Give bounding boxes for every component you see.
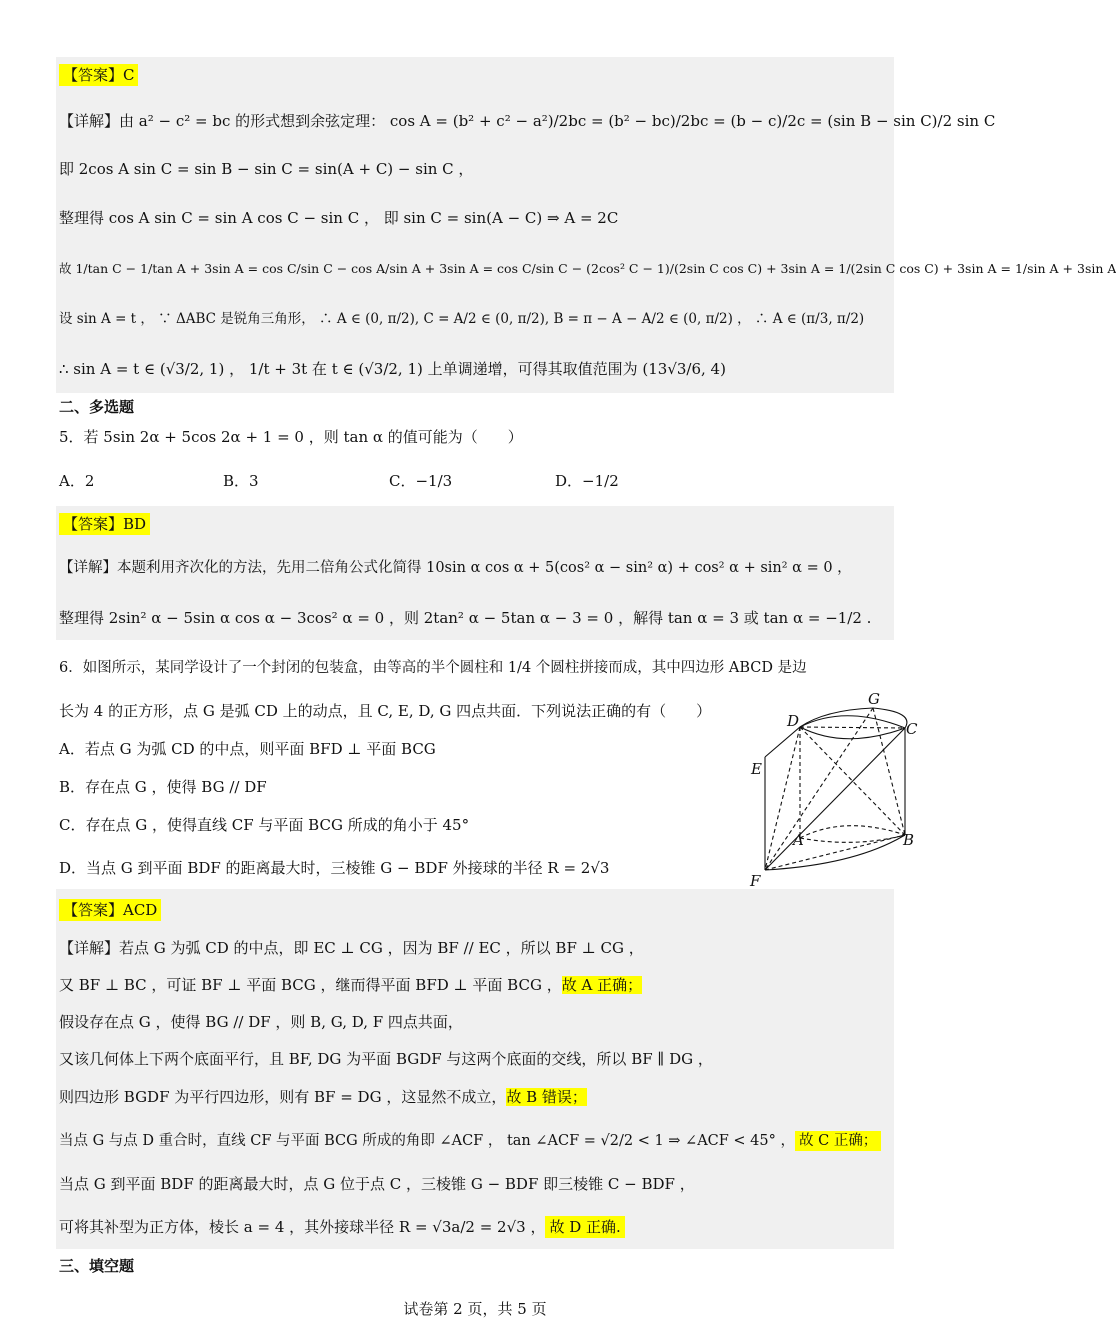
q5-stem: 5．若 5sin 2α + 5cos 2α + 1 = 0 ，则 tan α 的值可能为（ ） [59, 428, 523, 446]
q4-line-1: 【详解】由 a² − c² = bc 的形式想到余弦定理： cos A = (b² + c² − a²)/2bc = (b² − bc)/2bc = (b − c)/2c = (sin B − sin C)/2 sin C [59, 112, 996, 130]
label-a: A [793, 831, 804, 849]
highlight-d: 故 D 正确. [545, 1216, 624, 1238]
q6-option-a: A．若点 G 为弧 CD 的中点，则平面 BFD ⊥ 平面 BCG [59, 740, 436, 758]
q4-answer: 【答案】C [59, 64, 138, 86]
q6-stem-2: 长为 4 的正方形，点 G 是弧 CD 上的动点，且 C, E, D, G 四点共面．下列说法正确的有（ ） [59, 702, 712, 720]
label-d: D [787, 712, 800, 730]
q6-line-8: 可将其补型为正方体，棱长 a = 4 ，其外接球半径 R = √3a/2 = 2√3 ， 故 D 正确. [59, 1216, 625, 1238]
q4-line-4: 故 1/tan C − 1/tan A + 3sin A = cos C/sin C − cos A/sin A + 3sin A = cos C/sin C − (2cos² C − 1)/(2sin C cos C) + 3sin A = 1/(2sin C cos C) + 3sin A = 1/sin A + 3sin A [59, 261, 1116, 276]
label-c: C [906, 720, 918, 738]
q6-line-6: 当点 G 与点 D 重合时，直线 CF 与平面 BCG 所成的角即 ∠ACF ， tan ∠ACF = √2/2 < 1 ⇒ ∠ACF < 45° ， 故 C 正确； [59, 1130, 881, 1152]
q4-line-5: 设 sin A = t ， ∵ ΔABC 是锐角三角形， ∴ A ∈ (0, π/2), C = A/2 ∈ (0, π/2), B = π − A − A/2 ∈ (0, π/2) ， ∴ A ∈ (π/3, π/2) [59, 311, 865, 327]
q4-line-3: 整理得 cos A sin C = sin A cos C − sin C ， 即 sin C = sin(A − C) ⇒ A = 2C [59, 209, 619, 227]
q5-answer: 【答案】BD [59, 513, 150, 535]
q6-option-d: D．当点 G 到平面 BDF 的距离最大时，三棱锥 G − BDF 外接球的半径 R = 2√3 [59, 859, 610, 877]
q6-line-4: 又该几何体上下两个底面平行，且 BF, DG 为平面 BGDF 与这两个底面的交线，所以 BF ∥ DG ， [59, 1050, 713, 1068]
label-g: G [868, 690, 880, 708]
q5-option-c: C．−1/3 [389, 472, 453, 490]
q6-line-2: 又 BF ⊥ BC ，可证 BF ⊥ 平面 BCG ，继而得平面 BFD ⊥ 平面 BCG ，故 A 正确； [59, 976, 643, 994]
q5-line-1: 【详解】本题利用齐次化的方法，先用二倍角公式化简得 10sin α cos α + 5(cos² α − sin² α) + cos² α + sin² α = 0 ， [59, 560, 852, 576]
label-f: F [750, 872, 761, 890]
section-title-fill-blank: 三、填空题 [59, 1257, 135, 1275]
highlight-b: 故 B 错误； [506, 1088, 587, 1106]
q6-line-5: 则四边形 BGDF 为平行四边形，则有 BF = DG ，这显然不成立，故 B 错误； [59, 1088, 587, 1106]
label-b: B [903, 831, 915, 849]
q6-line-1: 【详解】若点 G 为弧 CD 的中点，即 EC ⊥ CG ，因为 BF // EC ，所以 BF ⊥ CG ， [59, 939, 644, 957]
q6-answer: 【答案】ACD [59, 899, 161, 921]
q6-line-3: 假设存在点 G ，使得 BG // DF ，则 B, G, D, F 四点共面， [59, 1013, 463, 1031]
q6-option-c: C．存在点 G ，使得直线 CF 与平面 BCG 所成的角小于 45° [59, 816, 470, 834]
q6-line-7: 当点 G 到平面 BDF 的距离最大时，点 G 位于点 C ，三棱锥 G − BDF 即三棱锥 C − BDF ， [59, 1175, 695, 1193]
highlight-a: 故 A 正确； [561, 976, 643, 994]
q5-option-d: D．−1/2 [555, 472, 619, 490]
label-e: E [751, 760, 762, 778]
q5-option-a: A．2 [59, 472, 95, 490]
q5-option-b: B．3 [223, 472, 259, 490]
q5-line-2: 整理得 2sin² α − 5sin α cos α − 3cos² α = 0 ，则 2tan² α − 5tan α − 3 = 0 ，解得 tan α = 3 或 tan α = −1/2 . [59, 609, 872, 627]
q6-option-b: B．存在点 G ，使得 BG // DF [59, 778, 267, 796]
q4-line-6: ∴ sin A = t ∈ (√3/2, 1) ， 1/t + 3t 在 t ∈ (√3/2, 1) 上单调递增，可得其取值范围为 (13√3/6, 4) [59, 360, 726, 378]
page-footer: 试卷第 2 页，共 5 页 [403, 1300, 547, 1318]
geometry-figure [745, 690, 920, 890]
section-title-multiple-choice: 二、多选题 [59, 398, 135, 416]
q6-stem-1: 6．如图所示，某同学设计了一个封闭的包装盒，由等高的半个圆柱和 1/4 个圆柱拼接而成，其中四边形 ABCD 是边 [59, 660, 807, 676]
q4-line-2: 即 2cos A sin C = sin B − sin C = sin(A + C) − sin C ， [59, 160, 474, 178]
highlight-c: 故 C 正确； [795, 1131, 881, 1151]
